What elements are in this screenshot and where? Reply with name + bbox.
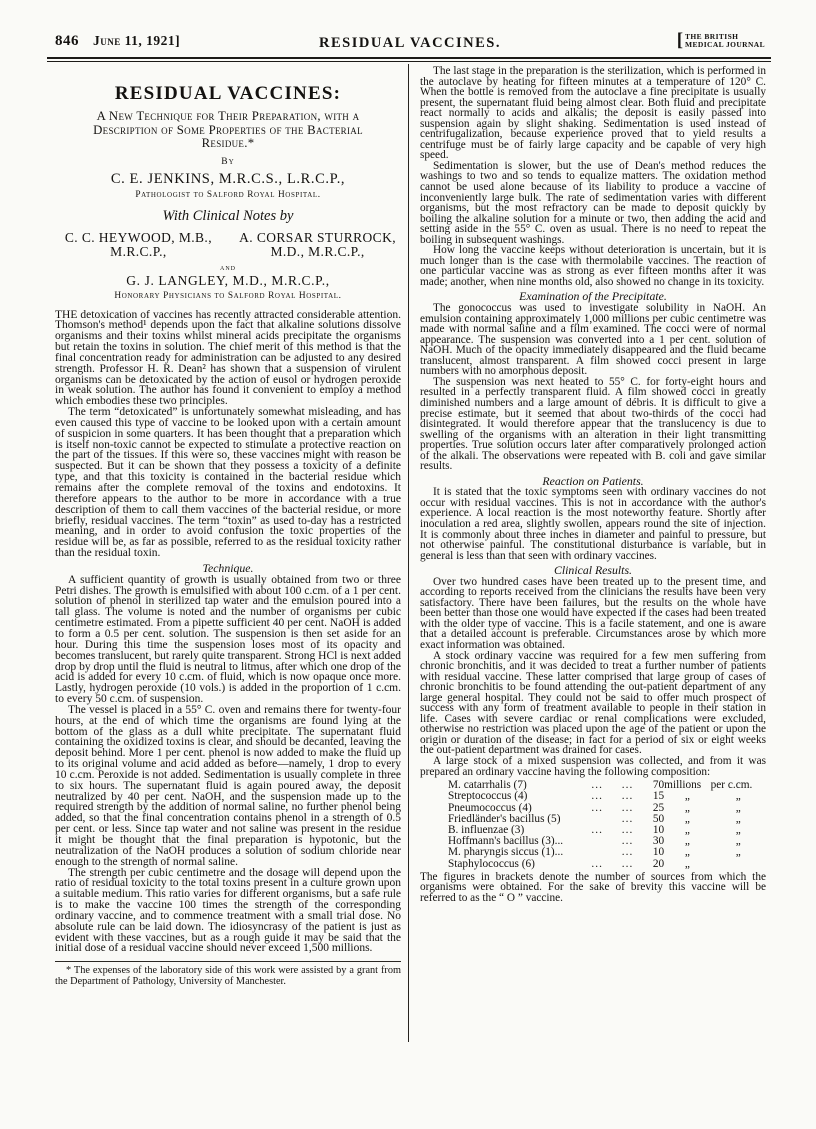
- paragraph: Over two hundred cases have been treated up to the present time, and according to reports received from the clinicians the results have been very satisfactory. There have been failures, but the results on the whole have been better than those one would have expected if the cases had been treated with the older type of vaccine. This is a facile statement, and one is aware that a detailed account is preferable. Circumstances arose by which more exact information was obtained.: [420, 575, 766, 651]
- issue-date: June 11, 1921]: [93, 33, 181, 48]
- paragraph: A large stock of a mixed suspension was collected, and from it was prepared an ordinary vaccine having the following composition:: [420, 755, 766, 778]
- section-heading-reaction: Reaction on Patients.: [542, 473, 644, 488]
- table-row: M. pharyngis siccus (1)... ... 10 „ „: [448, 846, 741, 859]
- paragraph: The gonococcus was used to investigate solubility in NaOH. An emulsion containing approximately 1,000 millions per cubic centimetre was made with normal saline and a film examined. The cocci were of normal appearance. The suspension was converted into a 1 per cent. solution of NaOH. Much of the opacity immediately disappeared and the fluid became translucent, almost transparent. A film showed cocci present in large numbers with no amorphous deposit.: [420, 302, 766, 378]
- author-left: C. C. HEYWOOD, M.B., M.R.C.P.,: [64, 229, 212, 259]
- running-head: [55, 30, 765, 57]
- column-divider: [408, 64, 409, 1042]
- article-subtitle: A New Technique for Their Preparation, with a Description of Some Properties of the Bacterial Residue.*: [93, 109, 363, 150]
- clinical-notes-label: With Clinical Notes by: [162, 207, 294, 224]
- paragraph: It is stated that the toxic symptoms seen with ordinary vaccines do not occur with residual vaccines. This is not in accordance with the author's experience. A local reaction is the most noteworthy feature. Shortly after inoculation a red area, slightly swollen, appears round the site of injection. It is commonly about three inches in diameter and painful to pressure, but not otherwise painful. The constitutional disturbance is variable, but in general is less than that seen with ordinary vaccines.: [420, 486, 766, 562]
- paragraph: How long the vaccine keeps without deterioration is uncertain, but it is much longer than is the case with thermolabile vaccines. The reaction of one particular vaccine was as strong as ever fifteen months after it was made; another, when nine months old, also showed no change in its toxicity.: [420, 244, 766, 288]
- bracket-glyph: [: [676, 30, 684, 51]
- paragraph: A sufficient quantity of growth is usually obtained from two or three Petri dishes. The growth is emulsified with about 100 c.cm. of a 1 per cent. solution of phenol in sterilized tap water and the emulsion poured into a tall glass. The volume is noted and the number of organisms per cubic centimetre estimated. From a pipette sufficient 40 per cent. NaOH is added to form a 0.5 per cent. solution. The suspension is then set aside for an hour. During this time the suspension loses most of its opacity and becomes translucent, but rarely quite transparent. Strong HCl is next added drop by drop until the fluid is neutral to litmus, after which one drop of the acid is added for every 10 c.cm. of fluid, which is now opaque once more. Lastly, hydrogen peroxide (10 vols.) is added in the proportion of 1 c.cm. to every 50 c.cm. of suspension.: [55, 573, 401, 706]
- authors-row: [55, 231, 401, 259]
- article-title-block: [55, 84, 401, 301]
- table-row: Staphylococcus (6) ... ... 20 „: [448, 857, 690, 870]
- header-rule: [47, 57, 771, 62]
- section-heading-examination: Examination of the Precipitate.: [519, 289, 667, 304]
- author-main: C. E. JENKINS, M.R.C.S., L.R.C.P.,: [110, 170, 346, 187]
- footnote-text: * The expenses of the laboratory side of this work were assisted by a grant from the Department of Pathology, University of Manchester.: [55, 965, 401, 987]
- paragraph: The last stage in the preparation is the sterilization, which is performed in the autoclave by heating for fifteen minutes at a temperature of 120° C. When the bottle is removed from the autoclave a fine precipitate is usually present, the supernatant fluid being almost clear. Both fluid and precipitate react normally to acids and alkalis; the deposit is easily passed into suspension again by slight shaking. Sedimentation is used instead of centrifugalization, because experience proved that to yield results a centrifuge must be of fairly large capacity and be capable of very high speed.: [420, 65, 766, 162]
- section-heading-technique: Technique.: [202, 560, 254, 575]
- paragraph: THE detoxication of vaccines has recently attracted considerable attention. Thomson's method¹ depends upon the fact that alkaline solutions dissolve organisms and their toxins whilst mineral acids precipitate the organisms but retain the toxins in solution. The chief merit of this method is that the final concentration ready for administration can be adjusted to any desired strength. Professor H. R. Dean² has shown that a suspension of virulent organisms can be detoxicated by the action of eusol or hydrogen peroxide in weak solution. The author has found it convenient to employ a method which embodies these two principles.: [55, 308, 401, 408]
- paragraph: The suspension was next heated to 55° C. for forty-eight hours and resulted in a perfectly transparent fluid. A film showed cocci in greatly diminished numbers and a large amount of débris. It is difficult to give a precise estimate, but it seemed that about two-thirds of the cocci had disintegrated. It would therefore appear that the translucency is due to swelling of the organisms with an alteration in their light transmitting properties. True solution occurs later after comparatively prolonged action of the alkali. The observations were repeated with B. coli and gave similar results.: [420, 375, 766, 473]
- table-row: Streptococcus (4) ... ... 15 „ „: [448, 790, 741, 803]
- paragraph: The term “detoxicated” is unfortunately somewhat misleading, and has even caused this type of vaccine to be looked upon with a certain amount of suspicion in some quarters. It has been thought that a preparation which is itself non-toxic cannot be expected to stimulate a protective reaction on the part of the tissues. If this were so, these vaccines might with reason be suspected. But it can be shown that they possess a toxicity of a definite type, and that this toxicity is contained in the bacterial residue which remains after the complete removal of the toxins and endotoxins. It therefore appears to the author to be more in accordance with a true description of them to call them vaccines of the bacterial residue, or more briefly, residual vaccines. The term “toxin” as used to-day has a restricted meaning, and in order to avoid confusion the toxic properties of the residue will be, as far as possible, referred to as the residual toxicity rather than the residual toxin.: [55, 406, 401, 560]
- right-column: [420, 66, 766, 903]
- table-row: B. influenzae (3) ... ... 10 „ „: [448, 823, 741, 836]
- table-row: Hoffmann's bacillus (3)... ... 30 „ „: [448, 835, 741, 848]
- paragraph: The strength per cubic centimetre and the dosage will depend upon the ratio of residual toxicity to the total toxins present in a culture grown upon a suitable medium. This ratio varies for different organisms, but a safe rule is to make the vaccine 100 times the strength of the corresponding ordinary vaccine, and to commence treatment with a small trial dose. No absolute rule can be laid down. The idiosyncrasy of the patient is just as evident with these vaccines, but as a rough guide it may be said that the initial dose of a residual vaccine should never exceed 1,500 millions.: [55, 866, 401, 955]
- composition-table: [448, 780, 766, 870]
- running-title: RESIDUAL VACCINES.: [319, 35, 501, 51]
- author-right: A. CORSAR STURROCK, M.D., M.R.C.P.,: [239, 229, 397, 259]
- and-label: and: [220, 261, 236, 272]
- author-third: G. J. LANGLEY, M.D., M.R.C.P.,: [126, 272, 330, 288]
- paragraph: The figures in brackets denote the number of sources from which the organisms were obtained. For the sake of brevity this vaccine will be referred to as the “ O ” vaccine.: [420, 870, 766, 904]
- footnote: [55, 961, 401, 987]
- author-third-role: Honorary Physicians to Salford Royal Hospital.: [114, 290, 342, 301]
- journal-stamp: [676, 30, 765, 51]
- table-row: Friedländer's bacillus (5) ... 50 „ „: [448, 812, 741, 825]
- page-number: 846: [55, 33, 79, 49]
- section-heading-clinical: Clinical Results.: [554, 563, 632, 578]
- author-main-role: Pathologist to Salford Royal Hospital.: [135, 189, 321, 200]
- table-row: Pneumococcus (4) ... ... 25 „ „: [448, 801, 741, 814]
- journal-name: THE BRITISH MEDICAL JOURNAL: [685, 32, 765, 49]
- table-row: M. catarrhalis (7) ... ... 70 millions per c.cm.: [448, 779, 753, 792]
- by-label: By: [221, 156, 235, 167]
- article-title: RESIDUAL VACCINES:: [114, 83, 342, 104]
- left-column: [55, 66, 401, 987]
- paragraph: A stock ordinary vaccine was required for a few men suffering from chronic bronchitis, and it was decided to treat a further number of patients with residual vaccine. These latter comprised that large group of cases of chronic bronchitis to be found attending the out-patient department of any large general hospital. They could not be said to offer much prospect of success with any form of treatment available to people in their station in life. Cases with severe cardiac or renal complications were excluded, otherwise no restriction was placed upon the age of the patient or upon the origin or duration of the disease; in fact for a period of six or eight weeks the out-patient department was drained for cases.: [420, 649, 766, 757]
- paragraph: Sedimentation is slower, but the use of Dean's method reduces the washings to two and so tends to equalize matters. The oxidation method cannot be used alone because of its liability to produce a vaccine of inconveniently large bulk. The rate of sedimentation varies with different organisms, but the most refractory can be made to deposit quickly by boiling the alkaline solution for a minute or two, then adding the acid and setting aside in the 55° C. oven as usual. There is no need to repeat the boiling in subsequent washings.: [420, 159, 766, 246]
- paragraph: The vessel is placed in a 55° C. oven and remains there for twenty-four hours, at the end of which time the organisms are found lying at the bottom of the glass as a dull white precipitate. The supernatant fluid containing the oxidized toxins is clear, and should be decanted, leaving the deposit behind. More 1 per cent. phenol is now added to make the fluid up to its original volume and acid added as before—namely, 1 drop to every 10 c.cm. Peroxide is not added. Sedimentation is usually complete in three to six hours. The supernatant fluid is again poured away, the deposit neutralized by 40 per cent. NaOH, and the suspension made up to the required strength by the addition of normal saline, no further phenol being added, so that the final concentration contains phenol in a strength of 0.5 per cent. or less. Since tap water and not saline was present in the residue it might be thought that the final preparation is hypotonic, but the neutralization of the NaOH produces a solution of sodium chloride near enough to the strength of normal saline.: [55, 703, 401, 868]
